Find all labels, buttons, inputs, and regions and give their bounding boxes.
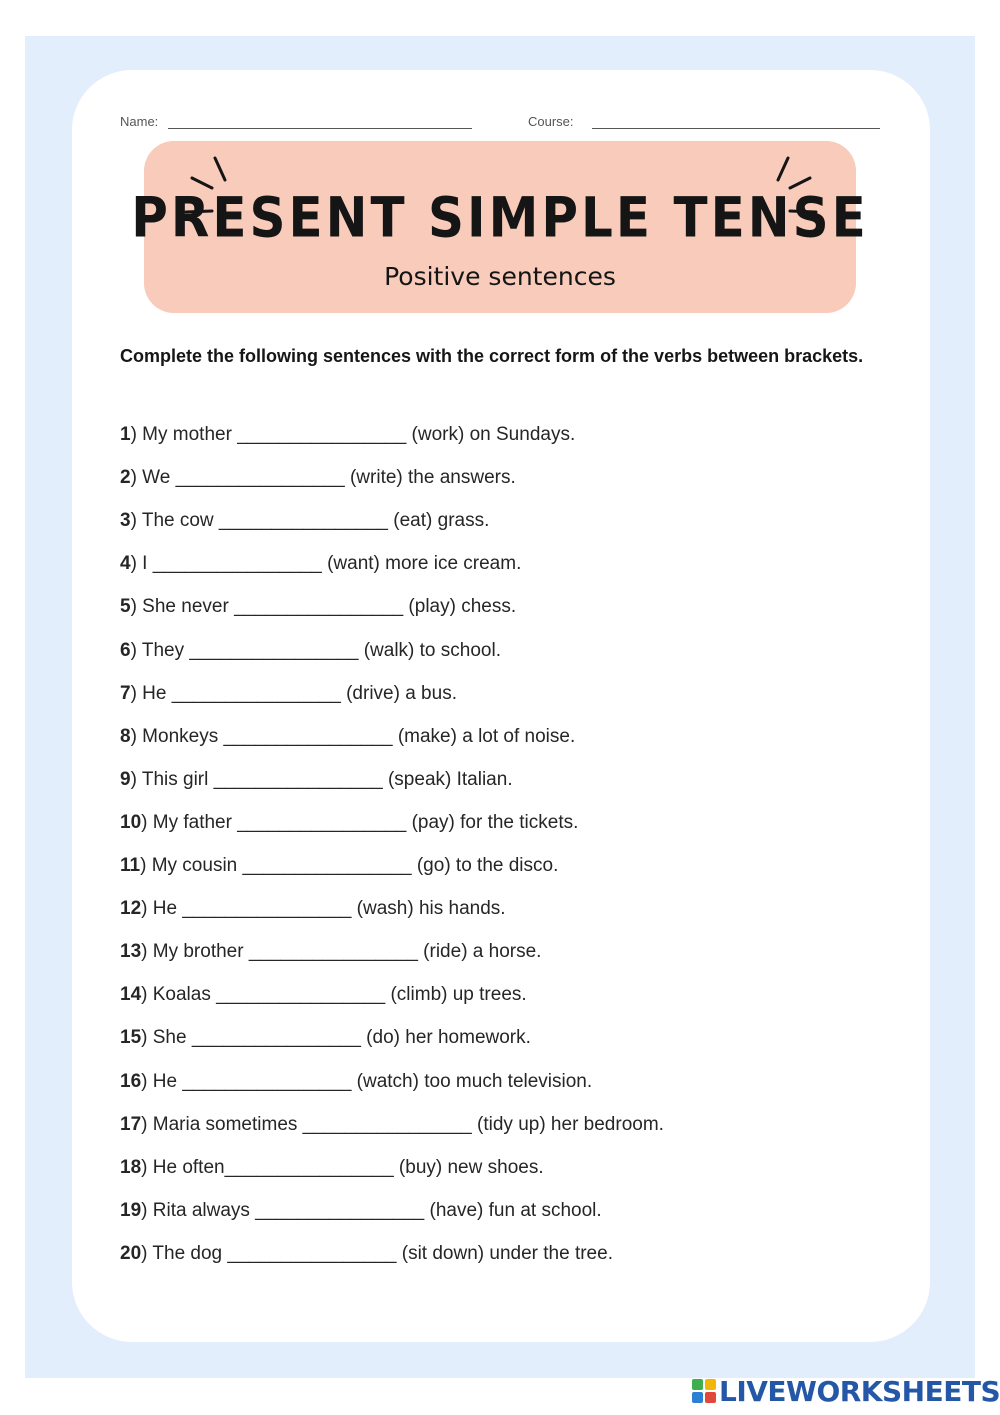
question-item bbox=[120, 510, 489, 532]
question-text[interactable]: ) She ________________ (do) her homework. bbox=[141, 1027, 531, 1048]
question-text[interactable]: ) We ________________ (write) the answers. bbox=[130, 467, 516, 488]
question-text[interactable]: ) My father ________________ (pay) for the tickets. bbox=[141, 812, 579, 833]
question-number: 20 bbox=[120, 1243, 142, 1264]
question-item bbox=[120, 683, 457, 705]
question-item bbox=[120, 1157, 544, 1179]
liveworksheets-logo-icon bbox=[692, 1379, 716, 1403]
question-item bbox=[120, 941, 541, 963]
question-number: 5 bbox=[120, 596, 131, 617]
question-text[interactable]: ) Maria sometimes ________________ (tidy up) her bedroom. bbox=[141, 1114, 664, 1135]
question-number: 2 bbox=[120, 467, 131, 488]
question-number: 19 bbox=[120, 1200, 142, 1221]
question-number: 17 bbox=[120, 1114, 142, 1135]
question-item bbox=[120, 553, 521, 575]
question-item bbox=[120, 1243, 613, 1265]
name-field bbox=[120, 114, 158, 129]
question-text[interactable]: ) Rita always ________________ (have) fun at school. bbox=[141, 1200, 602, 1221]
question-number: 18 bbox=[120, 1157, 142, 1178]
question-text[interactable]: ) He ________________ (drive) a bus. bbox=[130, 683, 457, 704]
question-item bbox=[120, 424, 575, 446]
question-text[interactable]: ) Monkeys ________________ (make) a lot of noise. bbox=[130, 726, 576, 747]
question-number: 12 bbox=[120, 898, 142, 919]
course-label: Course: bbox=[528, 114, 574, 129]
question-item bbox=[120, 726, 575, 748]
question-item bbox=[120, 1027, 531, 1049]
question-text[interactable]: ) The cow ________________ (eat) grass. bbox=[130, 510, 490, 531]
question-number: 15 bbox=[120, 1027, 142, 1048]
page-subtitle: Positive sentences bbox=[384, 262, 616, 291]
question-item bbox=[120, 769, 513, 791]
course-field bbox=[528, 114, 574, 129]
question-text[interactable]: ) He ________________ (watch) too much television. bbox=[141, 1071, 593, 1092]
question-number: 4 bbox=[120, 553, 131, 574]
question-number: 7 bbox=[120, 683, 131, 704]
question-text[interactable]: ) He often________________ (buy) new shoes. bbox=[141, 1157, 544, 1178]
question-text[interactable]: ) She never ________________ (play) chess. bbox=[130, 596, 517, 617]
course-line[interactable] bbox=[592, 128, 880, 129]
question-item bbox=[120, 1071, 592, 1093]
question-number: 14 bbox=[120, 984, 142, 1005]
question-text[interactable]: ) Koalas ________________ (climb) up trees. bbox=[141, 984, 527, 1005]
question-number: 6 bbox=[120, 640, 131, 661]
name-line[interactable] bbox=[168, 128, 472, 129]
question-number: 10 bbox=[120, 812, 142, 833]
question-number: 9 bbox=[120, 769, 131, 790]
question-text[interactable]: ) They ________________ (walk) to school. bbox=[130, 640, 501, 661]
question-number: 3 bbox=[120, 510, 131, 531]
instructions: Complete the following sentences with the correct form of the verbs between brackets. bbox=[120, 346, 864, 366]
page-title: PRESENT SIMPLE TENSE bbox=[131, 186, 869, 250]
question-text[interactable]: ) The dog ________________ (sit down) under the tree. bbox=[141, 1243, 613, 1264]
question-item bbox=[120, 984, 527, 1006]
question-number: 13 bbox=[120, 941, 142, 962]
question-item bbox=[120, 640, 501, 662]
question-number: 11 bbox=[120, 855, 141, 876]
question-number: 8 bbox=[120, 726, 131, 747]
question-text[interactable]: ) My cousin ________________ (go) to the disco. bbox=[140, 855, 559, 876]
question-text[interactable]: ) My mother ________________ (work) on Sundays. bbox=[130, 424, 576, 445]
question-text[interactable]: ) My brother ________________ (ride) a horse. bbox=[141, 941, 542, 962]
liveworksheets-logo bbox=[692, 1374, 1000, 1408]
question-item bbox=[120, 1200, 602, 1222]
question-item bbox=[120, 1114, 664, 1136]
question-text[interactable]: ) He ________________ (wash) his hands. bbox=[141, 898, 506, 919]
question-item bbox=[120, 855, 558, 877]
question-number: 16 bbox=[120, 1071, 142, 1092]
question-text[interactable]: ) I ________________ (want) more ice cream. bbox=[130, 553, 522, 574]
brand-name: LIVEWORKSHEETS bbox=[719, 1374, 1000, 1408]
question-number: 1 bbox=[120, 424, 131, 445]
name-label: Name: bbox=[120, 114, 159, 129]
question-item bbox=[120, 898, 506, 920]
question-item bbox=[120, 596, 516, 618]
question-item bbox=[120, 467, 516, 489]
question-text[interactable]: ) This girl ________________ (speak) Italian. bbox=[130, 769, 513, 790]
question-item bbox=[120, 812, 578, 834]
